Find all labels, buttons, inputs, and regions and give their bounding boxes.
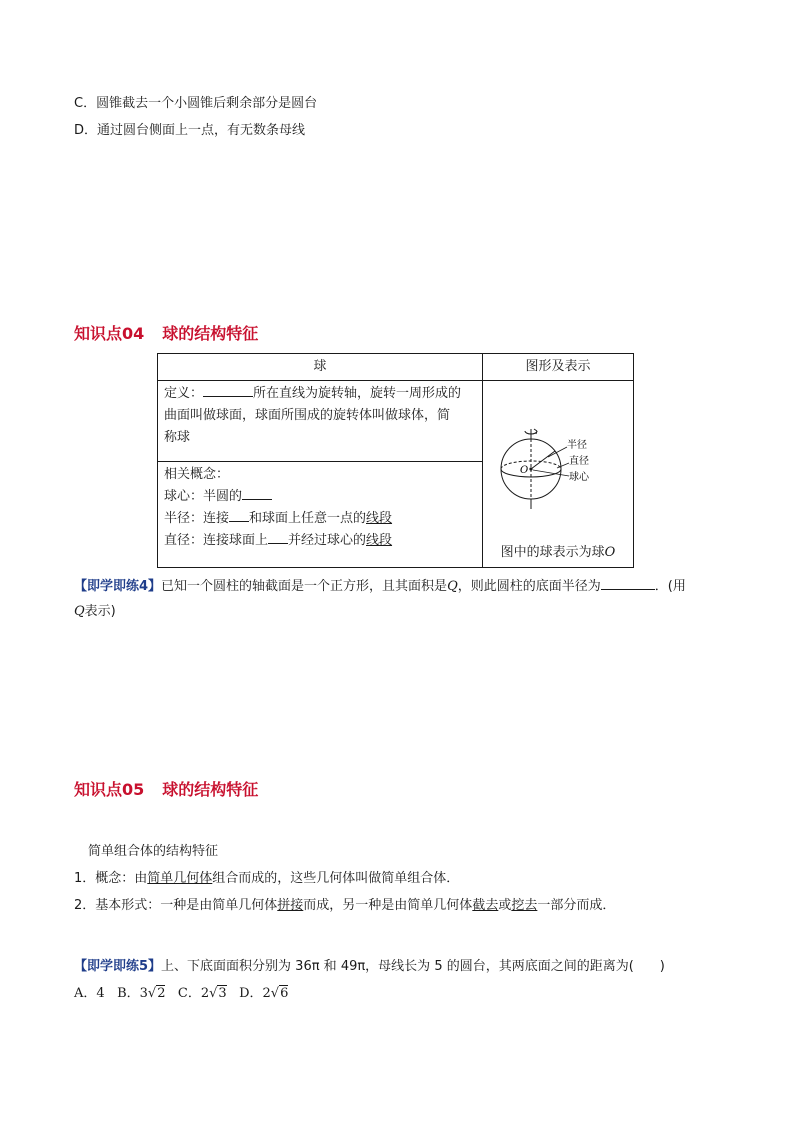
item-2-suffix: 一部分而成． xyxy=(537,898,616,913)
concepts-title: 相关概念： xyxy=(164,466,230,482)
definition-blank xyxy=(203,383,253,397)
section-05-heading xyxy=(74,777,258,800)
item-2-mid: 而成，另一种是由简单几何体 xyxy=(303,898,473,913)
choice-b-radicand: 2 xyxy=(157,986,166,1001)
choice-c-sqrt: √3 xyxy=(209,986,227,1001)
sphere-table xyxy=(157,353,634,568)
choice-d-radicand: 6 xyxy=(280,986,289,1001)
section-05-item-1 xyxy=(74,870,459,888)
definition-text-2: 曲面叫做球面，球面所围成的旋转体叫做球体，简 xyxy=(164,408,451,423)
center-dot xyxy=(529,467,532,470)
practice-4-text-2: ，则此圆柱的底面半径为 xyxy=(457,579,601,594)
concept-diameter-underlined: 线段 xyxy=(366,532,393,548)
choice-d-sqrt: √6 xyxy=(270,986,289,1001)
section-04-label: 知识点04 xyxy=(74,324,145,343)
choice-c xyxy=(178,985,227,1001)
concept-diameter-prefix: 直径：连接球面上 xyxy=(164,532,269,548)
section-05-subtitle: 简单组合体的结构特征 xyxy=(88,844,219,859)
item-2-underlined-3: 挖去 xyxy=(511,898,538,913)
center-blank xyxy=(242,486,272,500)
section-04-heading xyxy=(74,321,258,344)
practice-5-text: 上、下底面面积分别为 36π 和 49π，母线长为 5 的圆台，其两底面之间的距离为( ) xyxy=(161,959,665,974)
concept-radius-mid: 和球面上任意一点的 xyxy=(249,510,367,526)
choice-b-sqrt: √2 xyxy=(147,986,166,1001)
option-c: C．圆锥截去一个小圆锥后剩余部分是圆台 xyxy=(74,96,318,111)
item-2-prefix: 2．基本形式：一种是由简单几何体 xyxy=(74,898,278,913)
practice-5-question xyxy=(74,958,665,976)
practice-4-text-3: ．(用 xyxy=(654,579,686,594)
concept-center: 球心：半圆的 xyxy=(164,488,243,504)
item-1-underlined: 简单几何体 xyxy=(147,871,213,886)
definition-cell xyxy=(158,381,483,462)
section-05-item-2 xyxy=(74,897,615,915)
radius-blank xyxy=(229,508,249,522)
definition-text-1: 所在直线为旋转轴，旋转一周形成的 xyxy=(253,386,462,401)
practice-5-choices xyxy=(74,985,288,1003)
definition-text-3: 称球 xyxy=(164,430,191,445)
practice-4-blank xyxy=(601,576,655,590)
item-2-underlined-2: 截去 xyxy=(472,898,499,913)
choice-b-label: B．3 xyxy=(117,986,148,1001)
practice-4-text-1: 已知一个圆柱的轴截面是一个正方形，且其面积是 xyxy=(161,579,448,594)
label-radius: 半径 xyxy=(567,440,587,451)
caption-prefix: 图中的球表示为球 xyxy=(500,545,605,560)
sphere-figure xyxy=(483,381,633,567)
diameter-blank xyxy=(268,530,288,544)
choice-a: A．4 xyxy=(74,986,105,1001)
option-d: D．通过圆台侧面上一点，有无数条母线 xyxy=(74,123,306,138)
practice-4-line-1 xyxy=(74,576,686,596)
label-o: O xyxy=(520,465,529,476)
definition-prefix: 定义： xyxy=(164,386,204,401)
section-04-title: 球的结构特征 xyxy=(162,324,259,343)
choice-c-radicand: 3 xyxy=(218,986,227,1001)
sphere-diagram xyxy=(493,411,603,531)
concept-radius-prefix: 半径：连接 xyxy=(164,510,230,526)
practice-4-line2-var: Q xyxy=(74,604,85,619)
concept-radius-underlined: 线段 xyxy=(366,510,393,526)
figure-cell xyxy=(483,381,634,568)
table-header-figure: 图形及表示 xyxy=(483,354,634,381)
radius-line xyxy=(531,451,555,469)
practice-4-tag: 【即学即练4】 xyxy=(74,579,162,594)
practice-4-var: Q xyxy=(447,579,458,594)
practice-5-tag: 【即学即练5】 xyxy=(74,959,162,974)
label-center: 球心 xyxy=(569,472,589,483)
choice-b xyxy=(117,985,165,1001)
table-header-sphere: 球 xyxy=(158,354,483,381)
caption-var: O xyxy=(604,545,616,560)
choice-d xyxy=(239,985,288,1001)
section-05-label: 知识点05 xyxy=(74,780,145,799)
label-diameter: 直径 xyxy=(569,456,589,467)
figure-caption xyxy=(483,541,633,560)
item-1-suffix: 组合而成的，这些几何体叫做简单组合体． xyxy=(212,871,460,886)
practice-4-line2-text: 表示) xyxy=(84,604,116,619)
choice-d-label: D．2 xyxy=(239,986,271,1001)
practice-4-line-2 xyxy=(74,603,116,621)
section-05-title: 球的结构特征 xyxy=(162,780,259,799)
item-1-prefix: 1．概念：由 xyxy=(74,871,148,886)
choice-c-label: C．2 xyxy=(177,986,210,1001)
item-2-or: 或 xyxy=(498,898,512,913)
concepts-cell xyxy=(158,461,483,567)
item-2-underlined-1: 拼接 xyxy=(277,898,304,913)
concept-diameter-mid: 并经过球心的 xyxy=(288,532,367,548)
